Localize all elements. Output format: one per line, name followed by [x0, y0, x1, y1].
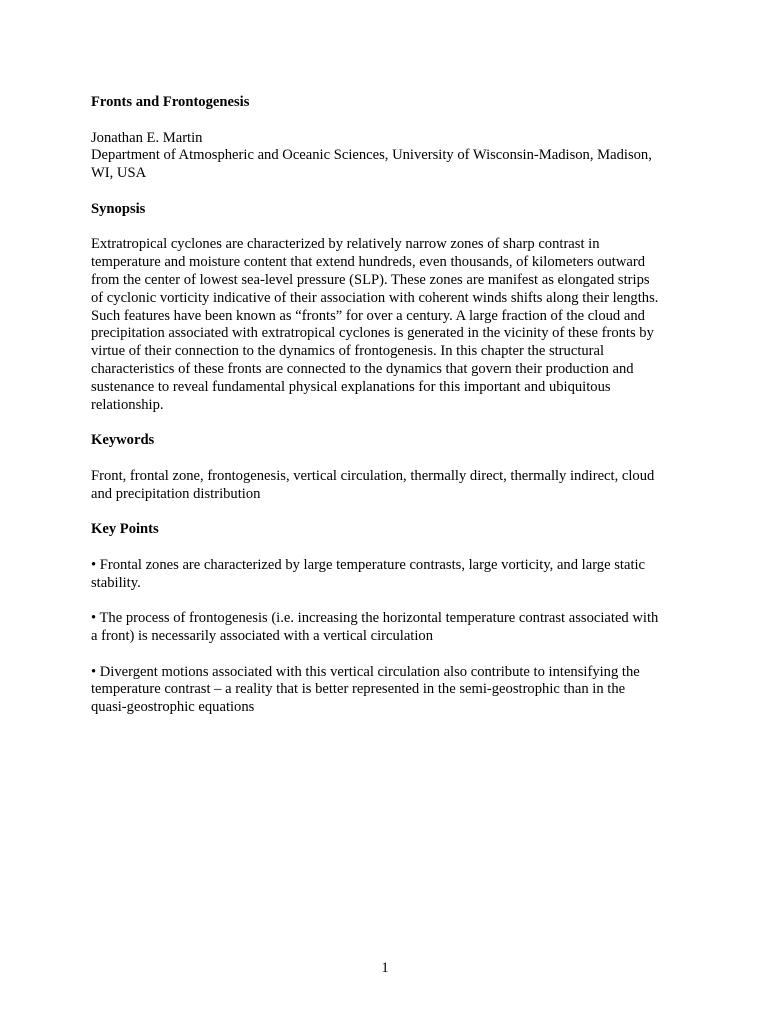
author-name: Jonathan E. Martin [91, 129, 203, 146]
text-line: quasi-geostrophic equations [91, 699, 255, 716]
spacer [91, 112, 686, 130]
key-point-item [91, 664, 686, 717]
keywords-paragraph [91, 468, 686, 504]
text-line: a front) is necessarily associated with a vertical circulation [91, 627, 434, 644]
text-line: Extratropical cyclones are characterized by relatively narrow zones of sharp contrast in [91, 236, 600, 253]
spacer [91, 539, 686, 557]
key-point-item [91, 557, 686, 593]
text-line: Such features have been known as “fronts” for over a century. A large fraction of the cloud and [91, 307, 645, 324]
key-points-heading: Key Points [91, 521, 159, 538]
text-line: and precipitation distribution [91, 485, 261, 502]
document-title: Fronts and Frontogenesis [91, 94, 250, 110]
text-line: • Frontal zones are characterized by large temperature contrasts, large vorticity, and large static [91, 556, 646, 573]
spacer [91, 503, 686, 521]
text-line: from the center of lowest sea-level pressure (SLP). These zones are manifest as elongated strips [91, 271, 650, 288]
key-point-item [91, 610, 686, 646]
text-line: of cyclonic vorticity indicative of their association with coherent winds shifts along their lengths. [91, 289, 659, 306]
text-line: • The process of frontogenesis (i.e. increasing the horizontal temperature contrast associated with [91, 610, 659, 627]
text-line: precipitation associated with extratropical cyclones is generated in the vicinity of these fronts by [91, 325, 654, 342]
text-line: relationship. [91, 396, 164, 413]
synopsis-paragraph [91, 236, 686, 414]
spacer [91, 219, 686, 237]
text-line: characteristics of these fronts are connected to the dynamics that govern their production and [91, 360, 634, 377]
spacer [91, 414, 686, 432]
affiliation-line: Department of Atmospheric and Oceanic Sciences, University of Wisconsin-Madison, Madison, [91, 147, 652, 164]
spacer [91, 646, 686, 664]
affiliation-line: WI, USA [91, 165, 147, 182]
text-line: Front, frontal zone, frontogenesis, vertical circulation, thermally direct, thermally indirect, cloud [91, 467, 655, 484]
document-page [91, 94, 686, 717]
text-line: sustenance to reveal fundamental physical explanations for this important and ubiquitous [91, 378, 611, 395]
text-line: virtue of their connection to the dynamics of frontogenesis. In this chapter the structural [91, 343, 605, 360]
text-line: • Divergent motions associated with this vertical circulation also contribute to intensifying the [91, 663, 640, 680]
spacer [91, 592, 686, 610]
text-line: stability. [91, 574, 141, 591]
page-number: 1 [381, 960, 389, 976]
text-line: temperature contrast – a reality that is better represented in the semi-geostrophic than in the [91, 681, 626, 698]
spacer [91, 450, 686, 468]
spacer [91, 183, 686, 201]
text-line: temperature and moisture content that extend hundreds, even thousands, of kilometers outward [91, 254, 645, 271]
keywords-heading: Keywords [91, 432, 155, 449]
synopsis-heading: Synopsis [91, 200, 146, 217]
